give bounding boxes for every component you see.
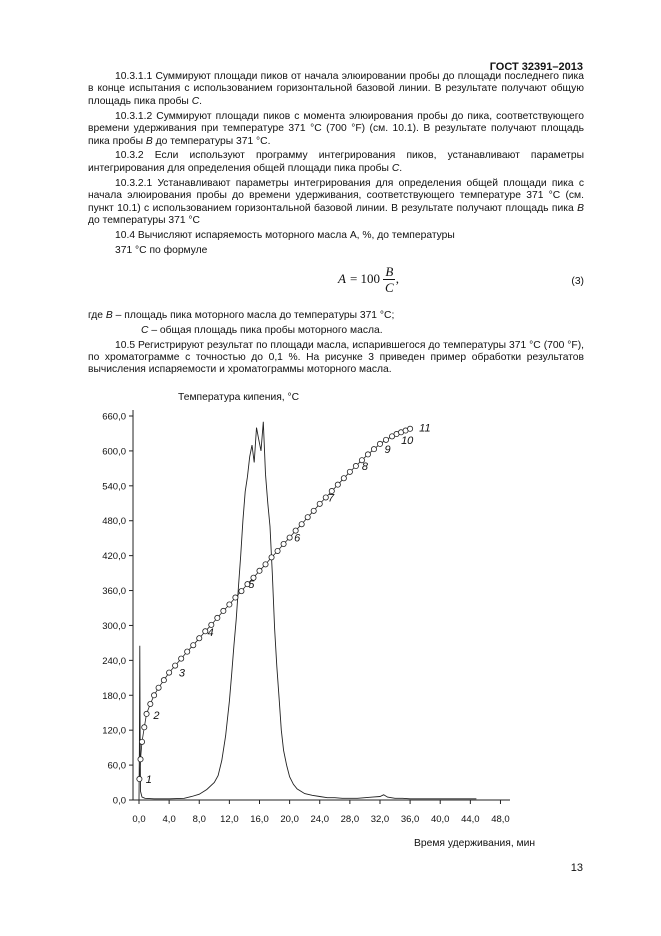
point-label: 7 xyxy=(328,492,335,505)
y-tick-label: 360,0 xyxy=(102,586,127,598)
calibration-point xyxy=(257,568,262,573)
point-label: 3 xyxy=(178,667,186,680)
calibration-point xyxy=(156,685,161,690)
paragraph-10-4: 10.4 Вычисляют испаряемость моторного масла А, %, до температуры xyxy=(115,229,455,241)
y-tick-label: 480,0 xyxy=(102,516,127,528)
calibration-point xyxy=(263,562,268,567)
where-b: где B – площадь пика моторного масла до температуры 371 °С; xyxy=(88,309,395,321)
calibration-point xyxy=(227,602,232,607)
point-label: 11 xyxy=(419,422,431,435)
calibration-point xyxy=(173,663,178,668)
x-tick-label: 8,0 xyxy=(192,814,206,825)
y-tick-label: 540,0 xyxy=(102,481,127,493)
point-label: 8 xyxy=(361,461,369,474)
calibration-point xyxy=(167,670,172,675)
chromatogram-chart xyxy=(0,380,661,860)
y-tick-label: 60,0 xyxy=(107,760,127,772)
page-number: 13 xyxy=(570,862,583,874)
y-axis-label: Температура кипения, °С xyxy=(178,392,300,403)
calibration-point xyxy=(408,426,413,431)
y-tick-label: 180,0 xyxy=(102,690,127,702)
paragraph-10-5: 10.5 Регистрируют результат по площади масла, испарившегося до температуры 371 °С (700 °F), по хроматограмме с точностью до 0,1 %. На рисунке 3 приведен пример обработки результатов вычисления испаряемости и хроматограммы моторного масла. xyxy=(88,339,584,376)
calibration-point xyxy=(287,535,292,540)
calibration-point xyxy=(275,548,280,553)
chromatogram-line xyxy=(139,422,476,800)
formula-fraction: $\frac{B}{C}$ xyxy=(385,263,394,295)
paragraph-10-3-1-1: 10.3.1.1 Суммируют площади пиков от начала элюировании пробы до площади последнего пика в конце испытания с использованием горизонтальной базовой линии. В результате получают общую площадь пика пробы C. xyxy=(88,71,584,107)
calibration-point xyxy=(341,476,346,481)
x-tick-label: 44,0 xyxy=(461,814,480,825)
calibration-point xyxy=(185,649,190,654)
calibration-point xyxy=(161,678,166,683)
paragraph-10-3-2-1: 10.3.2.1 Устанавливают параметры интегрирования для определения общей площади пика с начала элюирования пробы до времени удерживания, соответствующего температуре 371 °С (см. пункт 10.1) с использованием горизонтальной базовой линии. В результате получают площадь пика B до температуры 371 °С xyxy=(88,177,584,226)
y-tick-label: 300,0 xyxy=(102,620,127,632)
body-text xyxy=(88,71,584,379)
formula-number: (3) xyxy=(571,275,584,287)
calibration-point xyxy=(138,757,143,762)
calibration-point xyxy=(144,711,149,716)
calibration-point xyxy=(353,463,358,468)
calibration-point xyxy=(299,522,304,527)
point-label: 6 xyxy=(294,532,301,545)
calibration-point xyxy=(191,643,196,648)
point-label: 10 xyxy=(401,434,414,447)
calibration-point xyxy=(151,693,156,698)
formula-row xyxy=(88,260,584,300)
paragraph-10-3-2: 10.3.2 Если используют программу интегрирования пиков, устанавливают параметры интегрирования для определения общей площади пика пробы C. xyxy=(88,150,584,174)
point-label: 4 xyxy=(207,626,214,639)
x-axis-label: Время удерживания, мин xyxy=(414,838,536,849)
paragraph-formula-intro: 371 °С по формуле xyxy=(115,244,208,256)
calibration-point xyxy=(233,595,238,600)
calibration-point xyxy=(335,482,340,487)
y-tick-label: 0,0 xyxy=(112,795,127,807)
chromatogram-figure xyxy=(0,380,661,860)
calibration-point xyxy=(179,656,184,661)
paragraph-10-3-1-2: 10.3.1.2 Суммируют площади пиков с момента элюирования пробы до пика, соответствующего времени удерживания при температуре 371 °С (700 °F) (см. 10.1). В результате получают площадь пика пробы B до температуры 371 °С. xyxy=(88,110,584,147)
calibration-point xyxy=(221,608,226,613)
calibration-point xyxy=(148,701,153,706)
calibration-point xyxy=(197,636,202,641)
calibration-point xyxy=(383,437,388,442)
x-tick-label: 36,0 xyxy=(400,814,420,825)
document-header: ГОСТ 32391–2013 xyxy=(489,61,583,73)
point-label: 5 xyxy=(248,579,255,592)
y-tick-label: 600,0 xyxy=(102,446,127,458)
calibration-point xyxy=(239,589,244,594)
point-label: 9 xyxy=(384,444,391,457)
calibration-point xyxy=(142,725,147,730)
point-label: 2 xyxy=(153,710,160,723)
calibration-point xyxy=(281,541,286,546)
calibration-point xyxy=(365,452,370,457)
calibration-point xyxy=(311,508,316,513)
calibration-line xyxy=(139,429,410,779)
point-label: 1 xyxy=(145,774,152,787)
calibration-point xyxy=(215,615,220,620)
where-c: C – общая площадь пика пробы моторного масла. xyxy=(141,324,383,336)
y-tick-label: 660,0 xyxy=(102,411,127,423)
x-tick-label: 12,0 xyxy=(220,814,239,825)
x-tick-label: 40,0 xyxy=(430,814,450,825)
x-tick-label: 24,0 xyxy=(310,814,329,825)
calibration-point xyxy=(139,739,144,744)
calibration-point xyxy=(347,469,352,474)
calibration-point xyxy=(269,555,274,560)
x-tick-label: 28,0 xyxy=(340,814,360,825)
y-tick-label: 120,0 xyxy=(102,725,127,737)
calibration-point xyxy=(305,515,310,520)
calibration-point xyxy=(137,776,142,781)
calibration-point xyxy=(377,441,382,446)
formula: A = 100 $\frac{B}{C}$ , xyxy=(338,263,399,295)
y-tick-label: 420,0 xyxy=(102,551,127,563)
x-tick-label: 20,0 xyxy=(280,814,299,825)
x-tick-label: 4,0 xyxy=(162,814,176,825)
x-tick-label: 32,0 xyxy=(370,814,390,825)
calibration-point xyxy=(317,501,322,506)
calibration-point xyxy=(371,447,376,452)
x-tick-label: 16,0 xyxy=(250,814,269,825)
x-tick-label: 48,0 xyxy=(491,814,510,825)
x-tick-label: 0,0 xyxy=(132,814,146,825)
y-tick-label: 240,0 xyxy=(102,655,127,667)
